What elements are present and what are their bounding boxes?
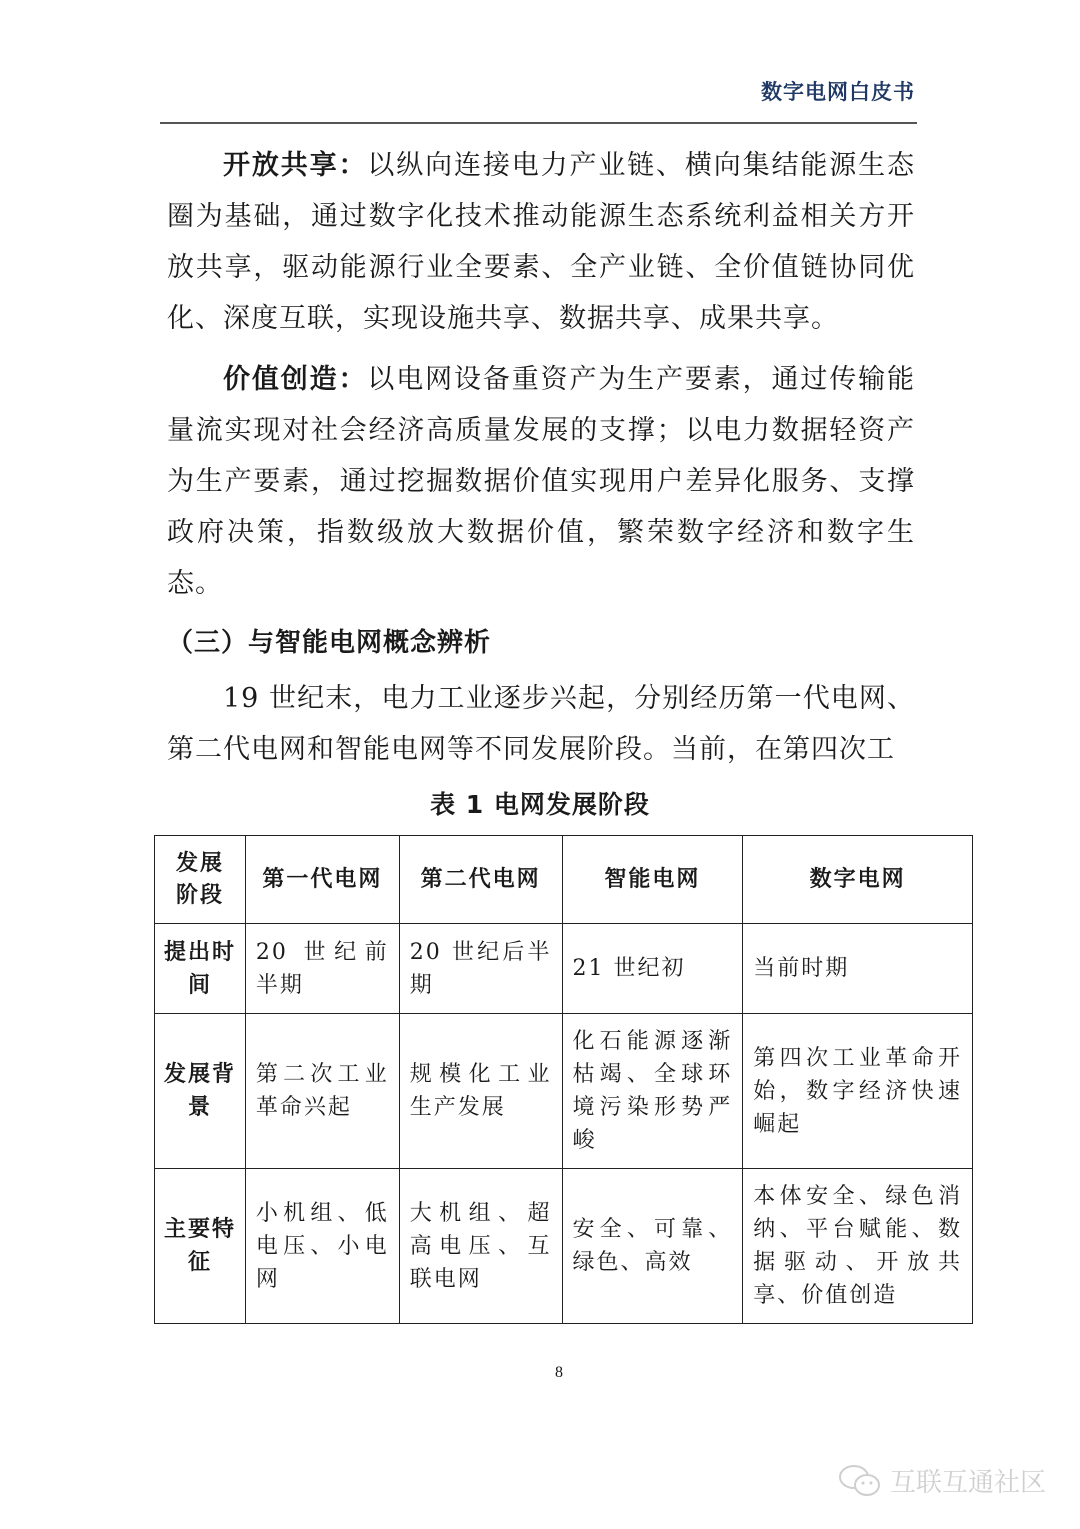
- table-cell: 化石能源逐渐枯竭、全球环境污染形势严峻: [562, 1014, 743, 1169]
- table-cell: 规模化工业生产发展: [399, 1014, 562, 1169]
- watermark: [838, 1462, 1046, 1499]
- paragraph-text: 以电网设备重资产为生产要素，通过传输能量流实现对社会经济高质量发展的支撑；以电力数据轻资产为生产要素，通过挖掘数据价值实现用户差异化服务、支撑政府决策，指数级放大数据价值，繁荣数字经济和数字生态。: [167, 364, 916, 599]
- section-heading: （三）与智能电网概念辨析: [167, 628, 492, 658]
- table-header-cell: 第一代电网: [245, 836, 399, 924]
- table-cell: 本体安全、绿色消纳、平台赋能、数据驱动、开放共享、价值创造: [743, 1169, 973, 1324]
- table-cell: 小机组、低电压、小电网: [245, 1169, 399, 1324]
- table-cell: 第二次工业革命兴起: [245, 1014, 399, 1169]
- table-row: [155, 924, 973, 1014]
- table-cell: 20 世纪后半期: [399, 924, 562, 1014]
- paragraph-text: 以纵向连接电力产业链、横向集结能源生态圈为基础，通过数字化技术推动能源生态系统利益相关方开放共享，驱动能源行业全要素、全产业链、全价值链协同优化、深度互联，实现设施共享、数据共享、成果共享。: [167, 150, 916, 334]
- paragraph-lead: 开放共享：: [223, 150, 368, 181]
- table-row: [155, 1169, 973, 1324]
- grid-development-table: [154, 835, 973, 1324]
- table-header-cell: 发展阶段: [155, 836, 246, 924]
- watermark-text: 互联互通社区: [890, 1468, 1047, 1498]
- table-row: [155, 1014, 973, 1169]
- document-body: [163, 0, 962, 1324]
- table-cell: 21 世纪初: [562, 924, 743, 1014]
- table-cell: 大机组、超高电压、互联电网: [399, 1169, 562, 1324]
- wechat-icon: [838, 1463, 882, 1499]
- table-cell: 20 世纪前半期: [245, 924, 399, 1014]
- row-header: 发展背景: [155, 1014, 246, 1169]
- table-caption: 表 1 电网发展阶段: [430, 790, 650, 819]
- paragraph-open-sharing: [167, 140, 915, 344]
- table-header-cell: 第二代电网: [399, 836, 562, 924]
- paragraph-value-creation: [167, 354, 915, 609]
- row-header: 主要特征: [155, 1169, 246, 1324]
- document-header-title: 数字电网白皮书: [761, 80, 915, 104]
- table-cell: 第四次工业革命开始，数字经济快速崛起: [743, 1014, 973, 1169]
- table-cell: 安全、可靠、绿色、高效: [562, 1169, 743, 1324]
- page-number: 8: [555, 1364, 563, 1381]
- table-header-cell: 智能电网: [562, 836, 743, 924]
- row-header: 提出时间: [155, 924, 246, 1014]
- table-header-row: [155, 836, 973, 924]
- table-header-cell: 数字电网: [743, 836, 973, 924]
- paragraph-lead: 价值创造：: [223, 364, 368, 395]
- table-cell: 当前时期: [743, 924, 973, 1014]
- intro-paragraph: 19 世纪末，电力工业逐步兴起，分别经历第一代电网、第二代电网和智能电网等不同发展阶段。当前，在第四次工: [167, 683, 915, 765]
